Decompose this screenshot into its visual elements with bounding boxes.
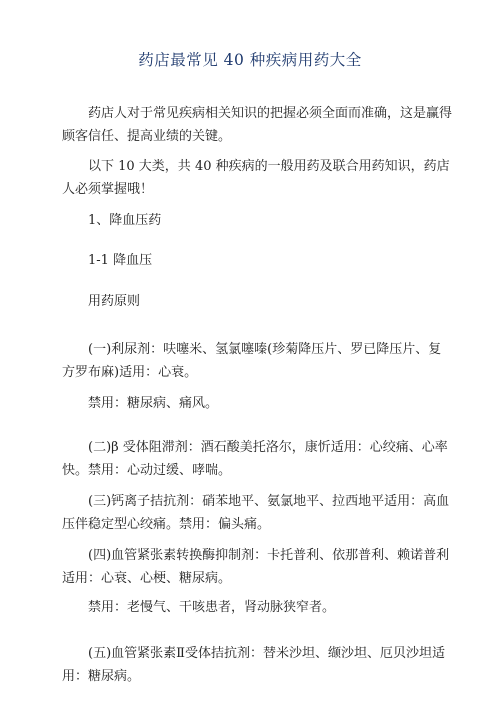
scope-paragraph: 以下 10 大类，共 40 种疾病的一般用药及联合用药知识，药店人必须掌握哦！ <box>62 159 450 197</box>
contraindication-paragraph: 禁用：老慢气、干咳患者，肾动脉狭窄者。 <box>88 600 336 615</box>
subsection-heading: 1-1 降血压 <box>88 253 153 268</box>
intro-paragraph: 药店人对于常见疾病相关知识的把握必须全面而准确，这是赢得顾客信任、提高业绩的关键。 <box>62 106 453 144</box>
principle-heading: 用药原则 <box>88 294 141 309</box>
document-title: 药店最常见 40 种疾病用药大全 <box>138 51 362 69</box>
drug-class-paragraph: (四)血管紧张素转换酶抑制剂：卡托普利、依那普利、赖诺普利适用：心衰、心梗、糖尿病。 <box>62 548 450 586</box>
drug-class-paragraph: (五)血管紧张素Ⅱ受体拮抗剂：替米沙坦、缬沙坦、厄贝沙坦适用：糖尿病。 <box>62 646 445 684</box>
section-heading: 1、降血压药 <box>88 213 162 228</box>
drug-class-paragraph: (二)β 受体阻滞剂：酒石酸美托洛尔，康忻适用：心绞痛、心率快。禁用：心动过缓、哮喘。 <box>62 440 448 478</box>
contraindication-paragraph: 禁用：糖尿病、痛风。 <box>88 396 219 411</box>
drug-class-paragraph: (一)利尿剂：呋噻米、氢氯噻嗪(珍菊降压片、罗已降压片、复方罗布麻)适用：心衰。 <box>62 342 442 380</box>
drug-class-paragraph: (三)钙离子拮抗剂：硝苯地平、氨氯地平、拉西地平适用：高血压伴稳定型心绞痛。禁用：偏头痛。 <box>62 494 450 532</box>
